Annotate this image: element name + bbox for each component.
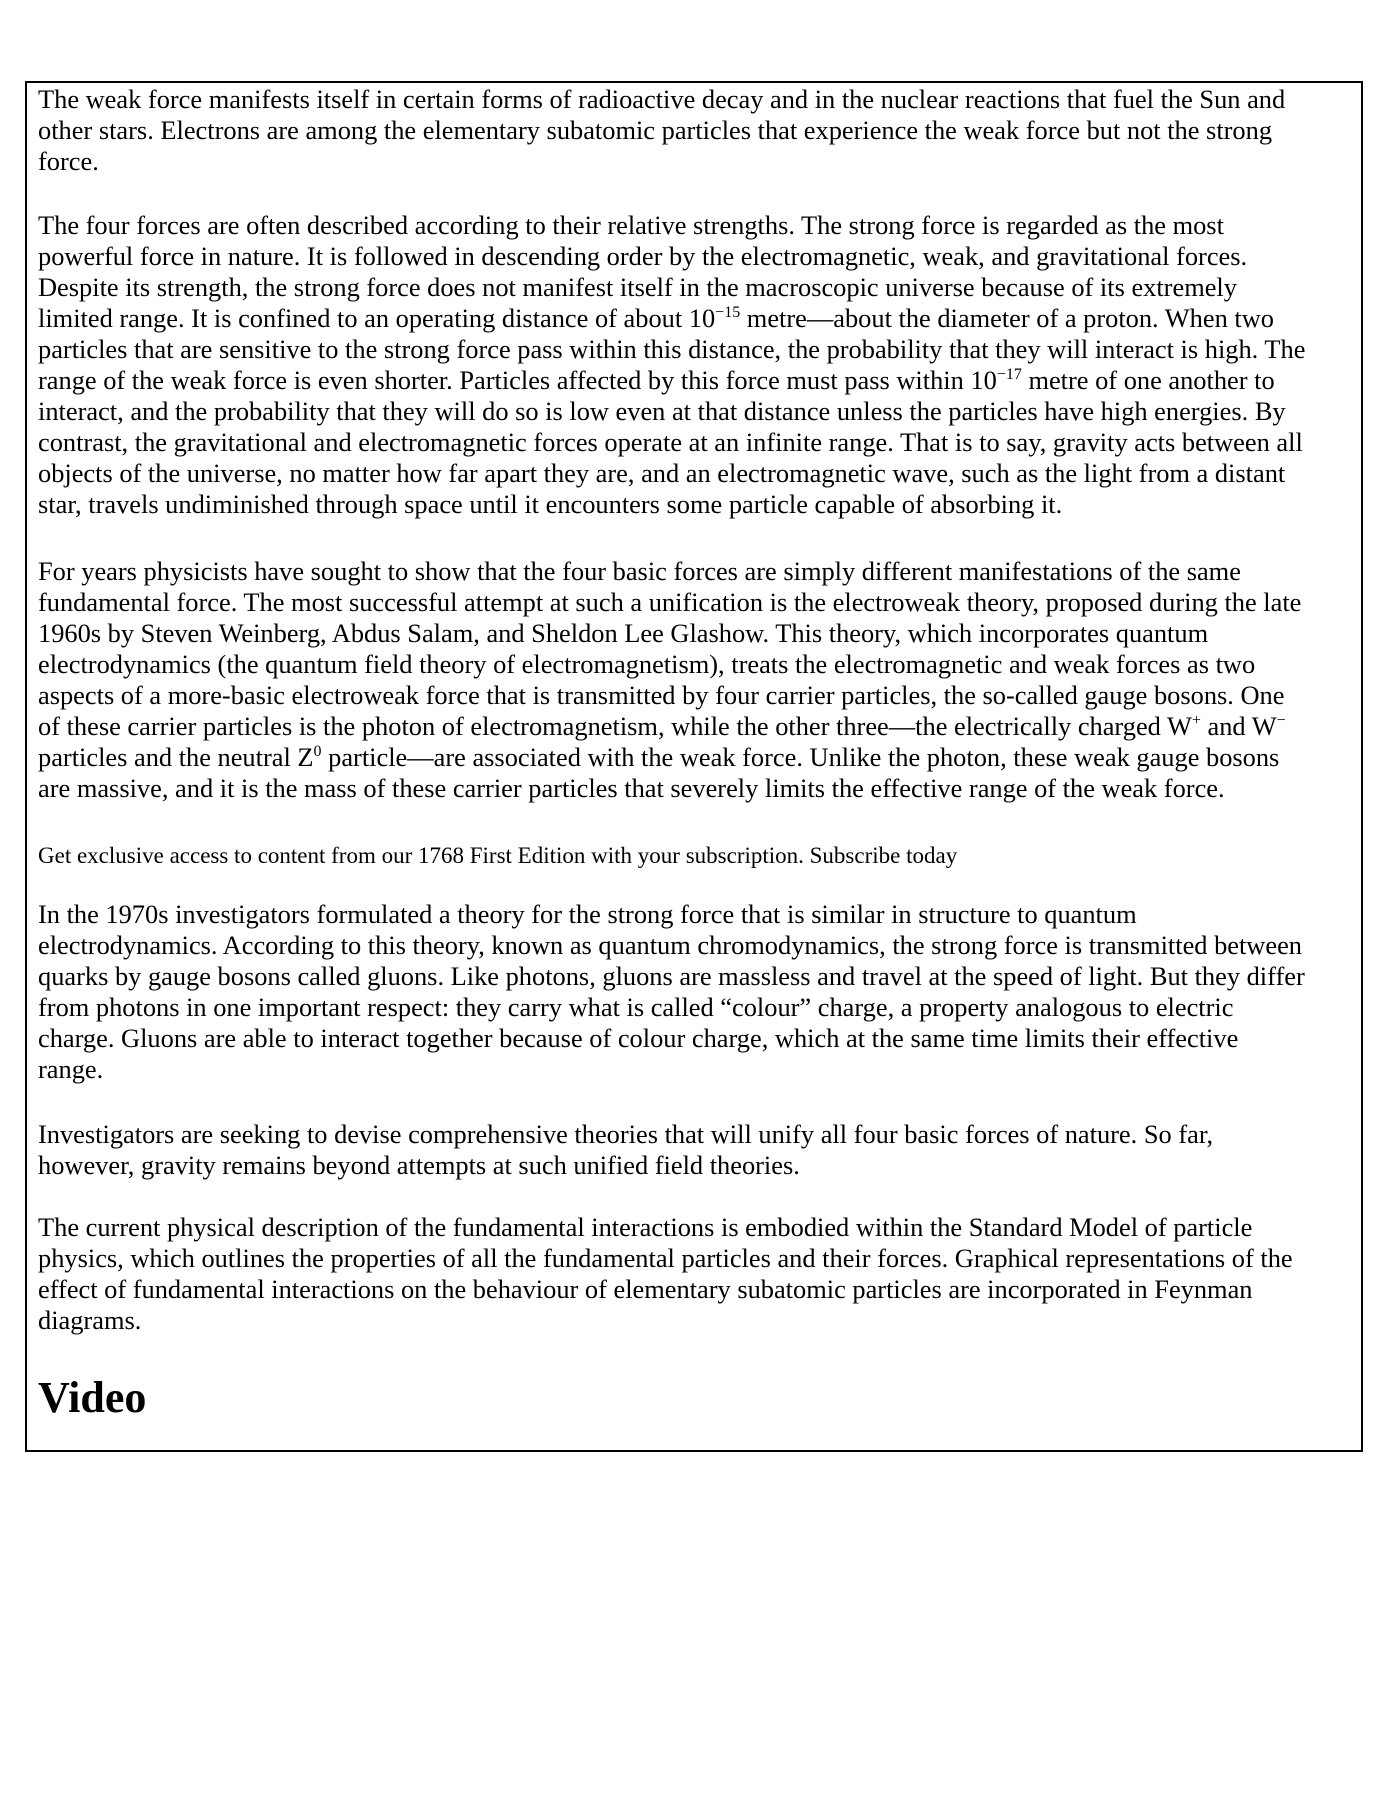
text-line: however, gravity remains beyond attempts at such unified field theories. — [38, 1150, 800, 1180]
text-line: physics, which outlines the properties of all the fundamental particles and their forces. Graphical representations of the — [38, 1243, 1293, 1273]
text-line: Investigators are seeking to devise comprehensive theories that will unify all four basic forces of nature. So far, — [38, 1119, 1214, 1149]
text-line: other stars. Electrons are among the elementary subatomic particles that experience the weak force but not the strong — [38, 115, 1273, 145]
superscript: 0 — [313, 743, 322, 760]
superscript: − — [1276, 712, 1286, 729]
text-line: The four forces are often described according to their relative strengths. The strong force is regarded as the most — [38, 210, 1224, 240]
text-segment: metre of one another to — [1021, 365, 1275, 395]
text-line: aspects of a more-basic electroweak force that is transmitted by four carrier particles, the so-called gauge bosons. One — [38, 680, 1285, 710]
superscript: −17 — [996, 366, 1022, 383]
text-line: fundamental force. The most successful attempt at such a unification is the electroweak theory, proposed during the late — [38, 587, 1302, 617]
text-line: 1960s by Steven Weinberg, Abdus Salam, and Sheldon Lee Glashow. This theory, which incorporates quantum — [38, 618, 1209, 648]
text-line: powerful force in nature. It is followed in descending order by the electromagnetic, weak, and gravitational forces. — [38, 241, 1248, 271]
text-segment: range of the weak force is even shorter. Particles affected by this force must pass within 10 — [38, 365, 997, 395]
section-heading-video: Video — [38, 1373, 147, 1422]
text-line: are massive, and it is the mass of these carrier particles that severely limits the effective range of the weak force. — [38, 773, 1225, 803]
superscript: −15 — [715, 304, 741, 321]
superscript: + — [1191, 712, 1201, 729]
text-line: Get exclusive access to content from our 1768 First Edition with your subscription. Subscribe today — [38, 843, 958, 868]
text-line — [38, 742, 1279, 773]
text-line: force. — [38, 146, 99, 176]
text-line: electrodynamics (the quantum field theory of electromagnetism), treats the electromagnetic and weak forces as two — [38, 649, 1256, 679]
text-line: electrodynamics. According to this theory, known as quantum chromodynamics, the strong force is transmitted between — [38, 930, 1302, 960]
text-line — [38, 711, 1286, 742]
text-line: particles that are sensitive to the strong force pass within this distance, the probability that they will interact is high. The — [38, 334, 1306, 364]
text-line: objects of the universe, no matter how far apart they are, and an electromagnetic wave, such as the light from a distant — [38, 458, 1286, 488]
text-segment: particles and the neutral Z — [38, 742, 314, 772]
text-line: from photons in one important respect: they carry what is called “colour” charge, a property analogous to electric — [38, 992, 1234, 1022]
text-line: contrast, the gravitational and electromagnetic forces operate at an infinite range. That is to say, gravity acts between all — [38, 427, 1303, 457]
text-segment: and W — [1200, 711, 1277, 741]
text-line: The weak force manifests itself in certain forms of radioactive decay and in the nuclear reactions that fuel the Sun and — [38, 84, 1286, 114]
text-line: charge. Gluons are able to interact together because of colour charge, which at the same time limits their effective — [38, 1023, 1239, 1053]
text-segment: particle—are associated with the weak force. Unlike the photon, these weak gauge bosons — [321, 742, 1280, 772]
text-segment: of these carrier particles is the photon of electromagnetism, while the other three—the electrically charged W — [38, 711, 1192, 741]
text-line: Despite its strength, the strong force does not manifest itself in the macroscopic universe because of its extremely — [38, 272, 1237, 302]
text-segment: limited range. It is confined to an operating distance of about 10 — [38, 303, 716, 333]
text-line: diagrams. — [38, 1305, 142, 1335]
text-line: range. — [38, 1054, 104, 1084]
text-line: interact, and the probability that they will do so is low even at that distance unless the particles have high energies. By — [38, 396, 1286, 426]
text-line: The current physical description of the fundamental interactions is embodied within the Standard Model of particle — [38, 1212, 1253, 1242]
text-segment: metre—about the diameter of a proton. When two — [740, 303, 1274, 333]
text-line: For years physicists have sought to show that the four basic forces are simply different manifestations of the same — [38, 556, 1241, 586]
text-line — [38, 365, 1275, 396]
text-line — [38, 303, 1274, 334]
text-line: In the 1970s investigators formulated a theory for the strong force that is similar in structure to quantum — [38, 899, 1137, 929]
text-line: effect of fundamental interactions on the behaviour of elementary subatomic particles are incorporated in Feynman — [38, 1274, 1253, 1304]
text-line: star, travels undiminished through space until it encounters some particle capable of absorbing it. — [38, 489, 1063, 519]
text-line: quarks by gauge bosons called gluons. Like photons, gluons are massless and travel at the speed of light. But they differ — [38, 961, 1305, 991]
